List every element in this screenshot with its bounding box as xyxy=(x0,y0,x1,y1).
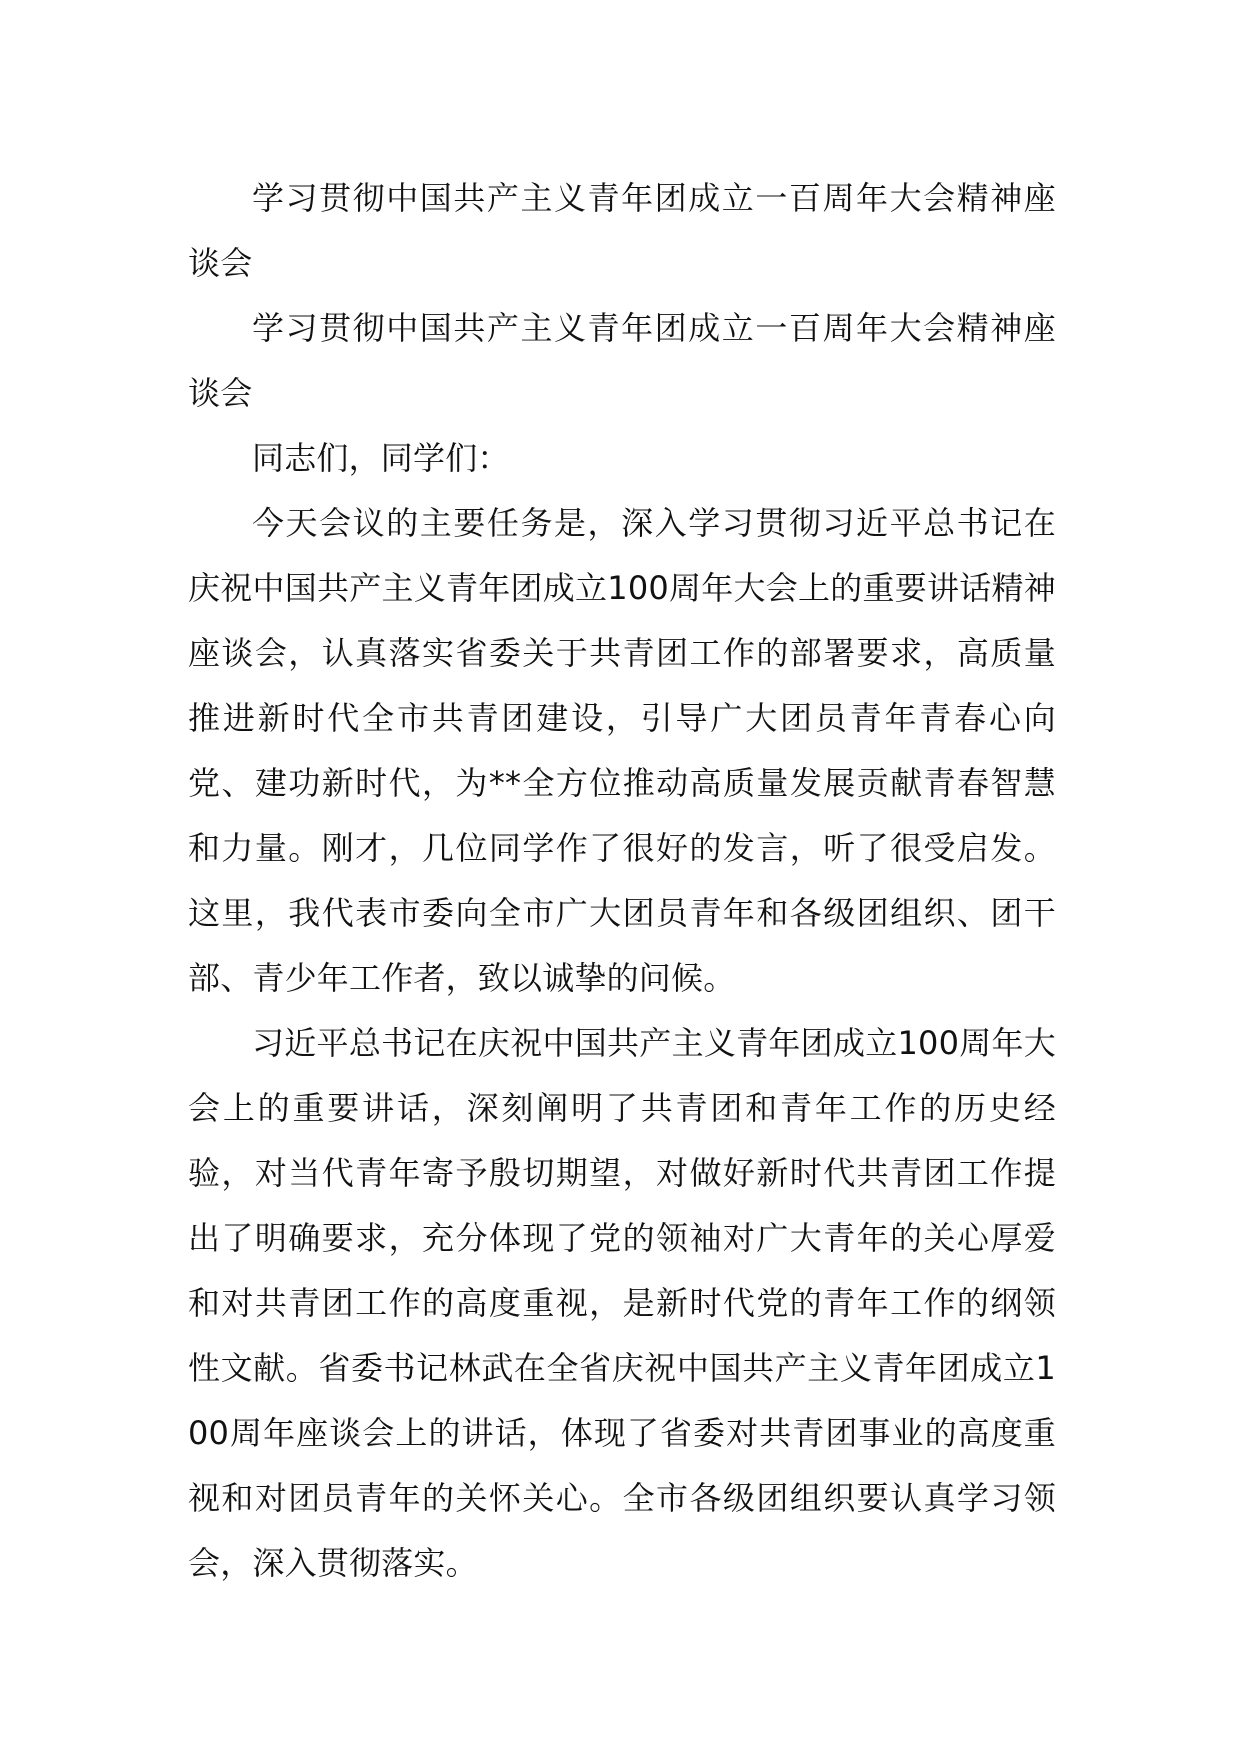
salutation: 同志们，同学们： xyxy=(252,439,510,477)
document-body xyxy=(188,166,1056,1596)
body-paragraph: 习近平总书记在庆祝中国共产主义青年团成立100周年大会上的重要讲话，深刻阐明了共青团和青年工作的历史经验，对当代青年寄予殷切期望，对做好新时代共青团工作提出了明确要求，充分体现了党的领袖对广大青年的关心厚爱和对共青团工作的高度重视，是新时代党的青年工作的纲领性文献。省委书记林武在全省庆祝中国共产主义青年团成立100周年座谈会上的讲话，体现了省委对共青团事业的高度重视和对团员青年的关怀关心。全市各级团组织要认真学习领会，深入贯彻落实。 xyxy=(188,1024,1056,1582)
body-paragraph: 今天会议的主要任务是，深入学习贯彻习近平总书记在庆祝中国共产主义青年团成立100周年大会上的重要讲话精神座谈会，认真落实省委关于共青团工作的部署要求，高质量推进新时代全市共青团建设，引导广大团员青年青春心向党、建功新时代，为**全方位推动高质量发展贡献青春智慧和力量。刚才，几位同学作了很好的发言，听了很受启发。这里，我代表市委向全市广大团员青年和各级团组织、团干部、青少年工作者，致以诚挚的问候。 xyxy=(188,504,1056,997)
document-title: 学习贯彻中国共产主义青年团成立一百周年大会精神座谈会 xyxy=(188,179,1056,282)
document-title-repeat: 学习贯彻中国共产主义青年团成立一百周年大会精神座谈会 xyxy=(188,309,1056,412)
